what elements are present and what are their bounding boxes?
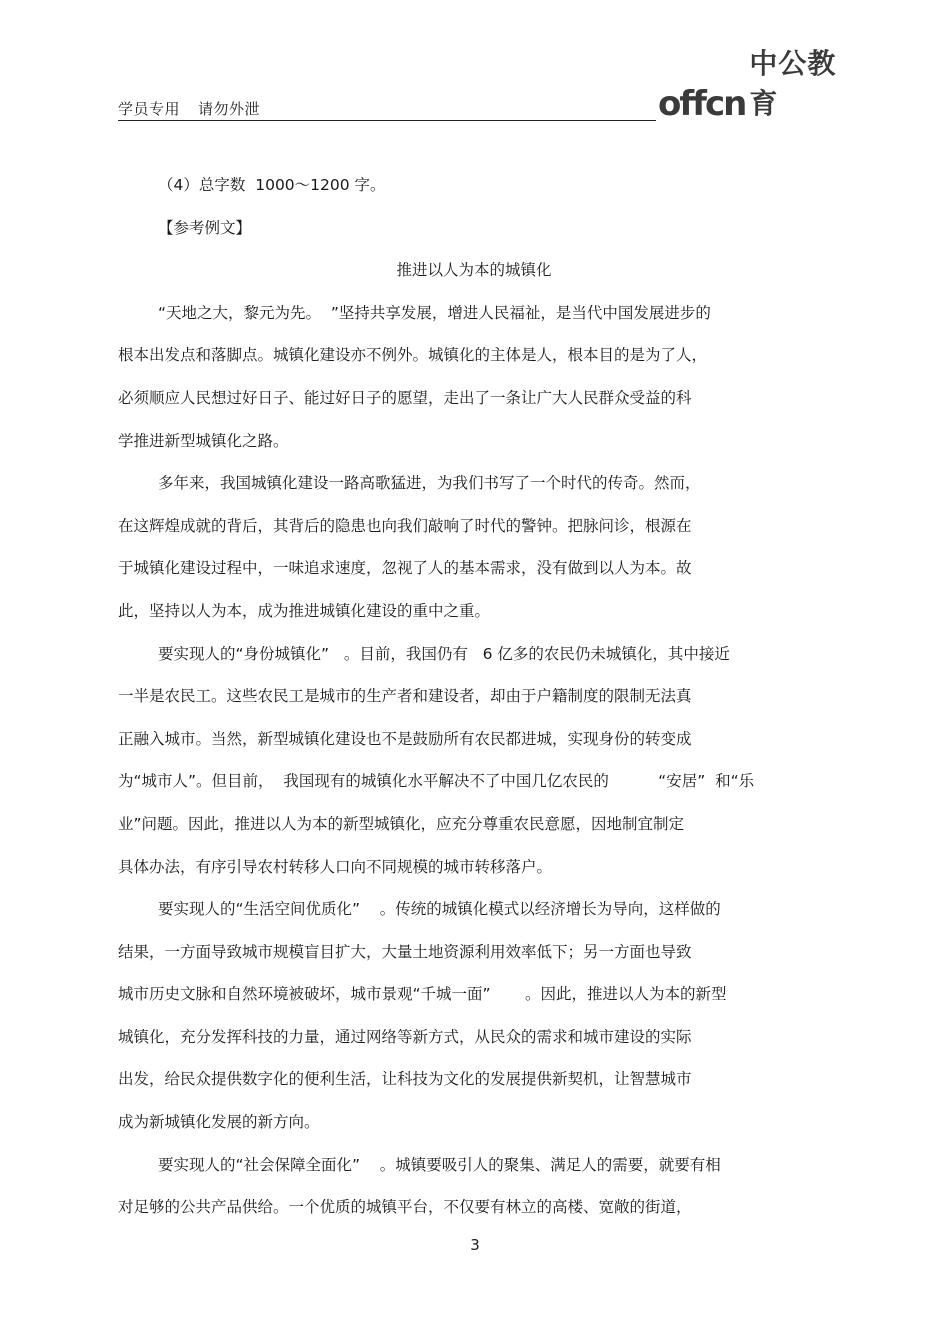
- paragraph-2-line-4: 此，坚持以人为本，成为推进城镇化建设的重中之重。: [118, 601, 491, 620]
- logo-latin-text: offcn: [658, 84, 746, 124]
- header-notice: [118, 98, 260, 119]
- paragraph-1-line-3: 必须顺应人民想过好日子、能过好日子的愿望，走出了一条让广大人民群众受益的科: [118, 388, 692, 407]
- paragraph-4-line-2: 结果，一方面导致城市规模盲目扩大，大量土地资源利用效率低下；另一方面也导致: [118, 942, 692, 961]
- paragraph-5-line-1: 要实现人的“社会保障全面化” 。城镇要吸引人的聚集、满足人的需要，就要有相: [158, 1155, 721, 1174]
- paragraph-4-line-3: 城市历史文脉和自然环境被破坏，城市景观“千城一面” 。因此，推进以人为本的新型: [118, 985, 727, 1004]
- paragraph-2-line-2: 在这辉煌成就的背后，其背后的隐患也向我们敲响了时代的警钟。把脉问诊，根源在: [118, 516, 692, 535]
- header-rule: [118, 120, 656, 121]
- paragraph-4-line-1: 要实现人的“生活空间优质化” 。传统的城镇化模式以经济增长为导向，这样做的: [158, 900, 721, 919]
- header-label-students-only: 学员专用: [118, 100, 181, 118]
- header-label-confidential: 请勿外泄: [198, 100, 261, 118]
- reference-essay-label: 【参考例文】: [158, 218, 252, 237]
- paragraph-3-line-1: 要实现人的“身份城镇化” 。目前，我国仍有 6 亿多的农民仍未城镇化，其中接近: [158, 644, 730, 663]
- page-number: 3: [470, 1236, 480, 1254]
- paragraph-3-line-5: 业”问题。因此，推进以人为本的新型城镇化，应充分尊重农民意愿，因地制宜制定: [118, 814, 685, 833]
- paragraph-4-line-4: 城镇化，充分发挥科技的力量，通过网络等新方式，从民众的需求和城市建设的实际: [118, 1027, 692, 1046]
- document-body: [118, 164, 830, 1229]
- paragraph-3-line-4: 为“城市人”。但目前， 我国现有的城镇化水平解决不了中国几亿农民的 “安居” 和“乐: [118, 772, 755, 791]
- paragraph-3-line-3: 正融入城市。当然，新型城镇化建设也不是鼓励所有农民都进城，实现身份的转变成: [118, 729, 692, 748]
- page-header: [118, 47, 838, 124]
- paragraph-3-line-6: 具体办法，有序引导农村转移人口向不同规模的城市转移落户。: [118, 857, 553, 876]
- paragraph-3-line-2: 一半是农民工。这些农民工是城市的生产者和建设者，却由于户籍制度的限制无法真: [118, 687, 692, 706]
- paragraph-1-line-1: “天地之大，黎元为先。 ”坚持共享发展，增进人民福祉，是当代中国发展进步的: [158, 303, 711, 322]
- logo-chinese-text: 中公教育: [749, 47, 837, 120]
- requirement-word-count: （4）总字数 1000～1200 字。: [158, 176, 386, 194]
- paragraph-2-line-3: 于城镇化建设过程中，一味追求速度，忽视了人的基本需求，没有做到以人为本。故: [118, 559, 692, 578]
- offcn-logo: [658, 47, 838, 124]
- paragraph-4-line-6: 成为新城镇化发展的新方向。: [118, 1113, 320, 1132]
- paragraph-1-line-2: 根本出发点和落脚点。城镇化建设亦不例外。城镇化的主体是人，根本目的是为了人，: [118, 346, 708, 365]
- essay-title: 推进以人为本的城镇化: [396, 261, 552, 280]
- paragraph-4-line-5: 出发，给民众提供数字化的便利生活，让科技为文化的发展提供新契机，让智慧城市: [118, 1070, 692, 1089]
- paragraph-2-line-1: 多年来，我国城镇化建设一路高歌猛进，为我们书写了一个时代的传奇。然而，: [158, 474, 701, 493]
- paragraph-1-line-4: 学推进新型城镇化之路。: [118, 431, 289, 450]
- paragraph-5-line-2: 对足够的公共产品供给。一个优质的城镇平台，不仅要有林立的高楼、宽敞的街道，: [118, 1198, 692, 1217]
